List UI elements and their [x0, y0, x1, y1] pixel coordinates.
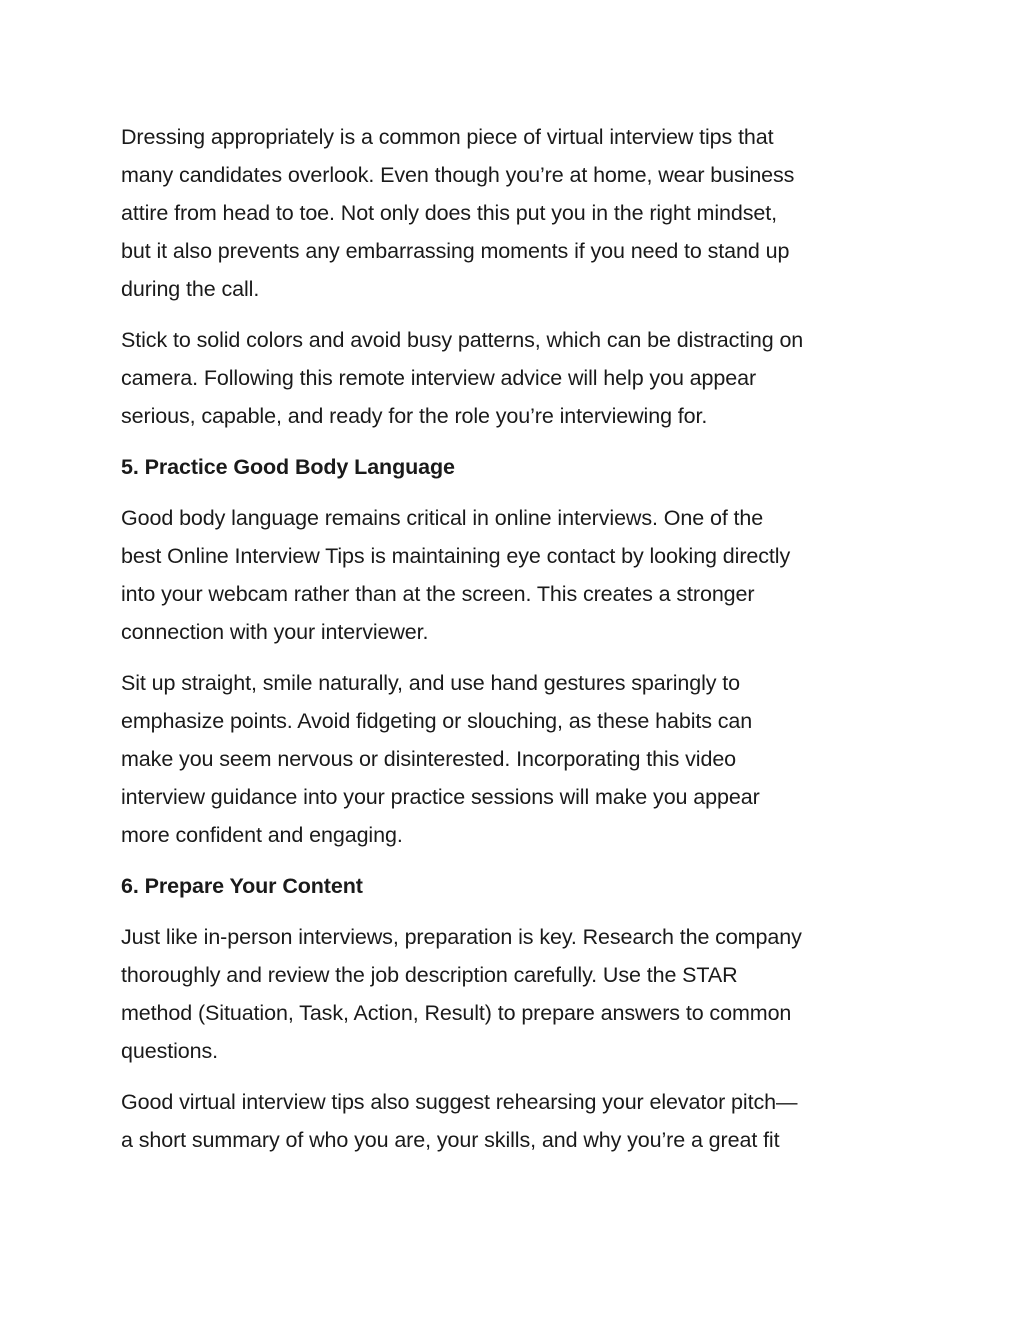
heading-text: 6. Prepare Your Content: [121, 874, 363, 898]
text-line: during the call.: [121, 277, 260, 301]
paragraph-preparation: [121, 918, 921, 1070]
text-line: Sit up straight, smile naturally, and use hand gestures sparingly to: [121, 671, 741, 695]
paragraph-colors: [121, 321, 921, 435]
text-line: more confident and engaging.: [121, 823, 403, 847]
text-line: serious, capable, and ready for the role you’re interviewing for.: [121, 404, 708, 428]
section-heading-body-language: [121, 448, 921, 486]
paragraph-eye-contact: [121, 499, 921, 651]
text-line: camera. Following this remote interview advice will help you appear: [121, 366, 757, 390]
text-line: thoroughly and review the job description carefully. Use the STAR: [121, 963, 738, 987]
text-line: interview guidance into your practice sessions will make you appear: [121, 785, 760, 809]
paragraph-elevator-pitch: [121, 1083, 921, 1159]
text-line: Good virtual interview tips also suggest rehearsing your elevator pitch—: [121, 1090, 798, 1114]
text-line: many candidates overlook. Even though you’re at home, wear business: [121, 163, 795, 187]
text-line: make you seem nervous or disinterested. Incorporating this video: [121, 747, 737, 771]
heading-text: 5. Practice Good Body Language: [121, 455, 455, 479]
paragraph-dressing: [121, 118, 921, 308]
paragraph-posture: [121, 664, 921, 854]
text-line: questions.: [121, 1039, 219, 1063]
text-line: but it also prevents any embarrassing moments if you need to stand up: [121, 239, 790, 263]
text-line: emphasize points. Avoid fidgeting or slouching, as these habits can: [121, 709, 753, 733]
text-line: attire from head to toe. Not only does this put you in the right mindset,: [121, 201, 777, 225]
text-line: method (Situation, Task, Action, Result) to prepare answers to common: [121, 1001, 792, 1025]
text-line: Good body language remains critical in online interviews. One of the: [121, 506, 764, 530]
document-body: [121, 118, 921, 1172]
text-line: Just like in-person interviews, preparation is key. Research the company: [121, 925, 802, 949]
text-line: best Online Interview Tips is maintaining eye contact by looking directly: [121, 544, 791, 568]
section-heading-prepare-content: [121, 867, 921, 905]
text-line: into your webcam rather than at the screen. This creates a stronger: [121, 582, 755, 606]
text-line: Stick to solid colors and avoid busy patterns, which can be distracting on: [121, 328, 804, 352]
text-line: connection with your interviewer.: [121, 620, 429, 644]
text-line: Dressing appropriately is a common piece of virtual interview tips that: [121, 125, 774, 149]
text-line: a short summary of who you are, your skills, and why you’re a great fit: [121, 1128, 780, 1152]
